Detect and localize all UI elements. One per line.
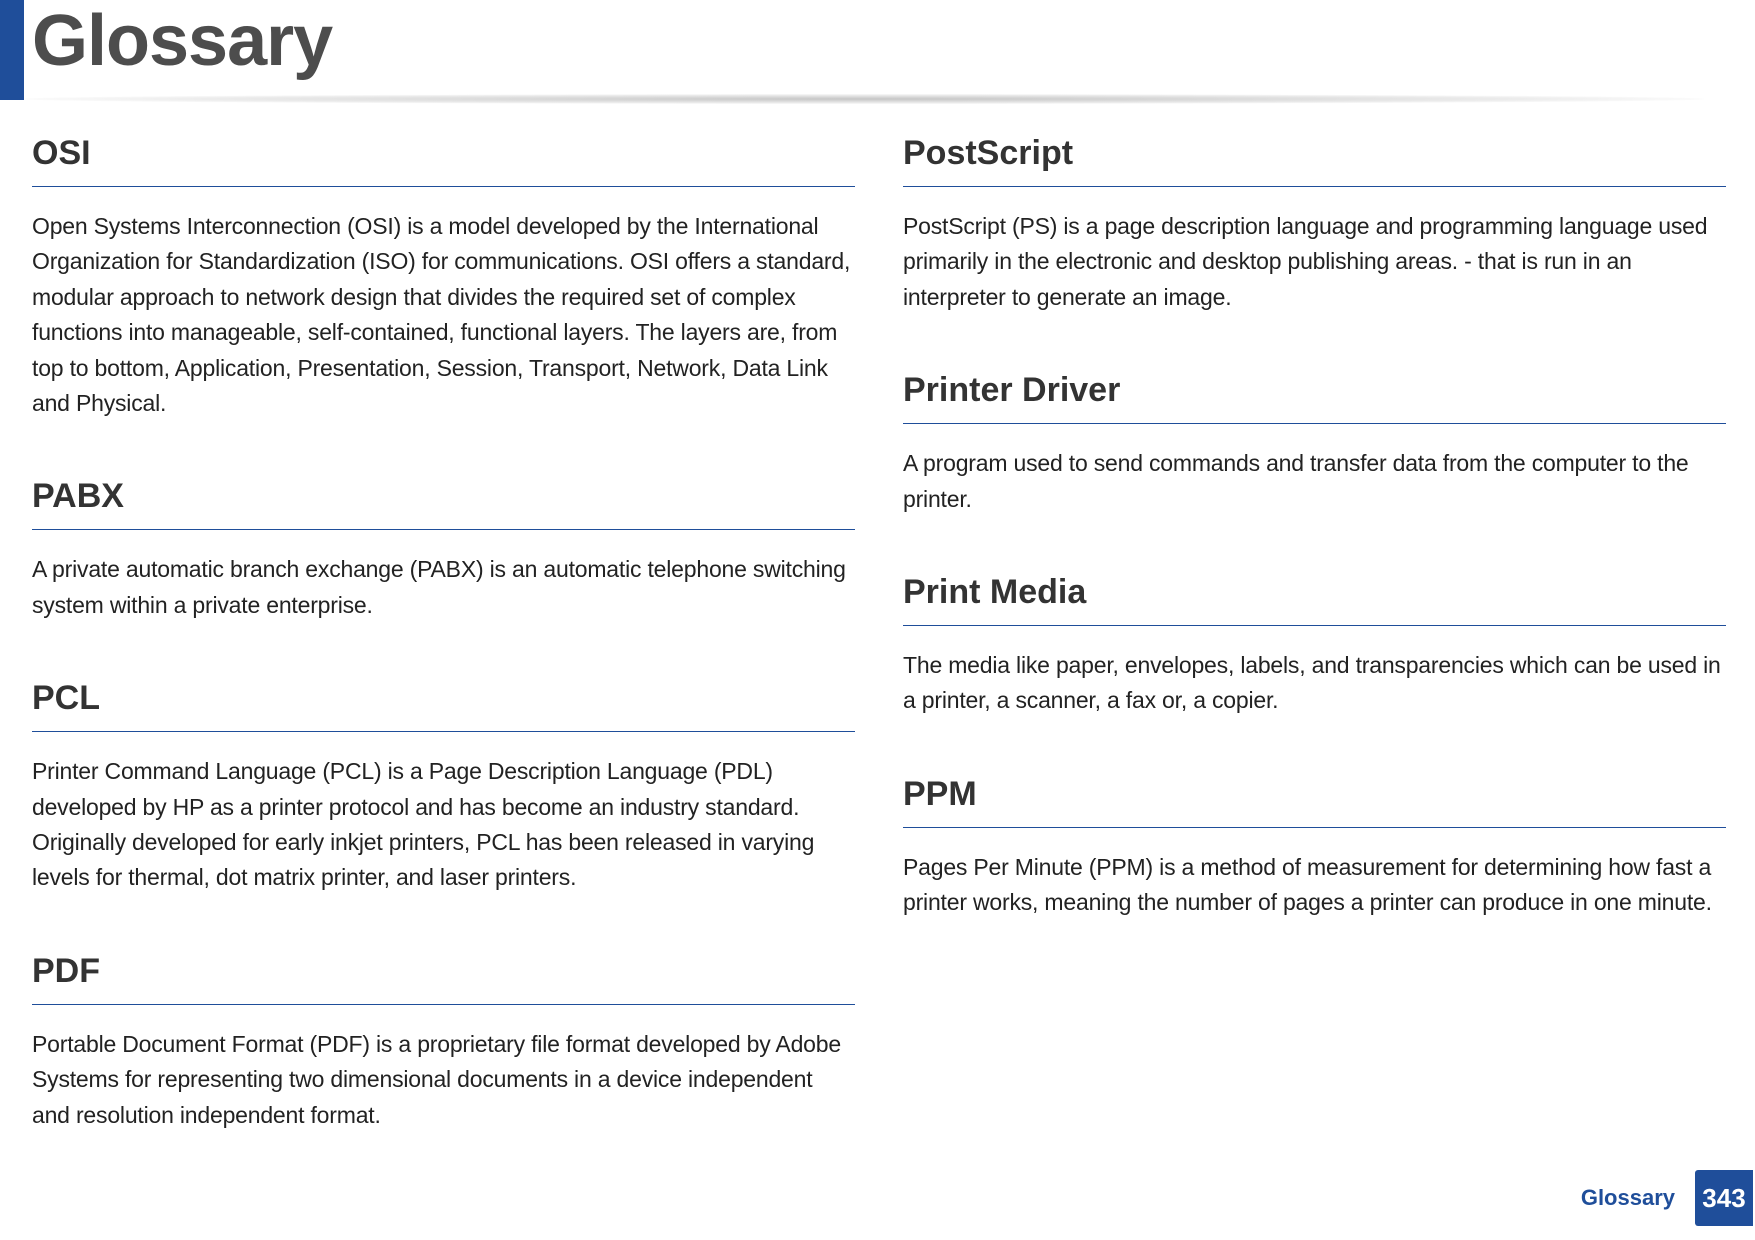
glossary-entry-pabx	[32, 475, 855, 623]
term-heading: PABX	[32, 475, 855, 530]
page-number-badge: 343	[1695, 1170, 1753, 1226]
glossary-entry-print-media	[903, 571, 1726, 719]
term-definition: A private automatic branch exchange (PABX) is an automatic telephone switching system within a private enterprise.	[32, 556, 846, 618]
header-divider	[24, 94, 1704, 104]
term-definition: PostScript (PS) is a page description language and programming language used primarily in the electronic and desktop publishing areas. - that is run in an interpreter to generate an image.	[903, 213, 1708, 310]
term-heading: Printer Driver	[903, 369, 1726, 424]
term-definition: The media like paper, envelopes, labels, and transparencies which can be used in a printer, a scanner, a fax or, a copier.	[903, 652, 1721, 714]
glossary-entry-printer-driver	[903, 369, 1726, 517]
term-heading: PCL	[32, 677, 855, 732]
glossary-entry-postscript	[903, 132, 1726, 315]
term-definition: Open Systems Interconnection (OSI) is a model developed by the International Organization for Standardization (ISO) for communications. OSI offers a standard, modular approach to network design that divides the required set of complex functions into manageable, self-contained, functional layers. The layers are, from top to bottom, Application, Presentation, Session, Transport, Network, Data Link and Physical.	[32, 213, 851, 417]
page-footer	[1581, 1170, 1755, 1226]
footer-section-label: Glossary	[1580, 1185, 1675, 1210]
right-column	[903, 132, 1726, 921]
glossary-entry-osi	[32, 132, 855, 421]
term-heading: PPM	[903, 773, 1726, 828]
glossary-entry-ppm	[903, 773, 1726, 921]
term-definition: Portable Document Format (PDF) is a proprietary file format developed by Adobe Systems for representing two dimensional documents in a device independent and resolution independent format.	[32, 1030, 841, 1128]
page-title: Glossary	[32, 1, 333, 81]
term-heading: PostScript	[903, 132, 1726, 187]
glossary-entry-pdf	[32, 950, 855, 1133]
term-definition: Pages Per Minute (PPM) is a method of measurement for determining how fast a printer works, meaning the number of pages a printer can produce in one minute.	[903, 853, 1712, 916]
term-heading: OSI	[32, 132, 855, 187]
term-definition: Printer Command Language (PCL) is a Page Description Language (PDL) developed by HP as a printer protocol and has become an industry standard. Originally developed for early inkjet printers, PCL has been released in varying levels for thermal, dot matrix printer, and laser printers.	[32, 758, 815, 891]
glossary-entry-pcl	[32, 677, 855, 896]
term-heading: Print Media	[903, 571, 1726, 626]
term-heading: PDF	[32, 950, 855, 1005]
left-column	[32, 132, 855, 1133]
header-accent-bar	[0, 0, 24, 100]
term-definition: A program used to send commands and transfer data from the computer to the printer.	[903, 450, 1689, 512]
